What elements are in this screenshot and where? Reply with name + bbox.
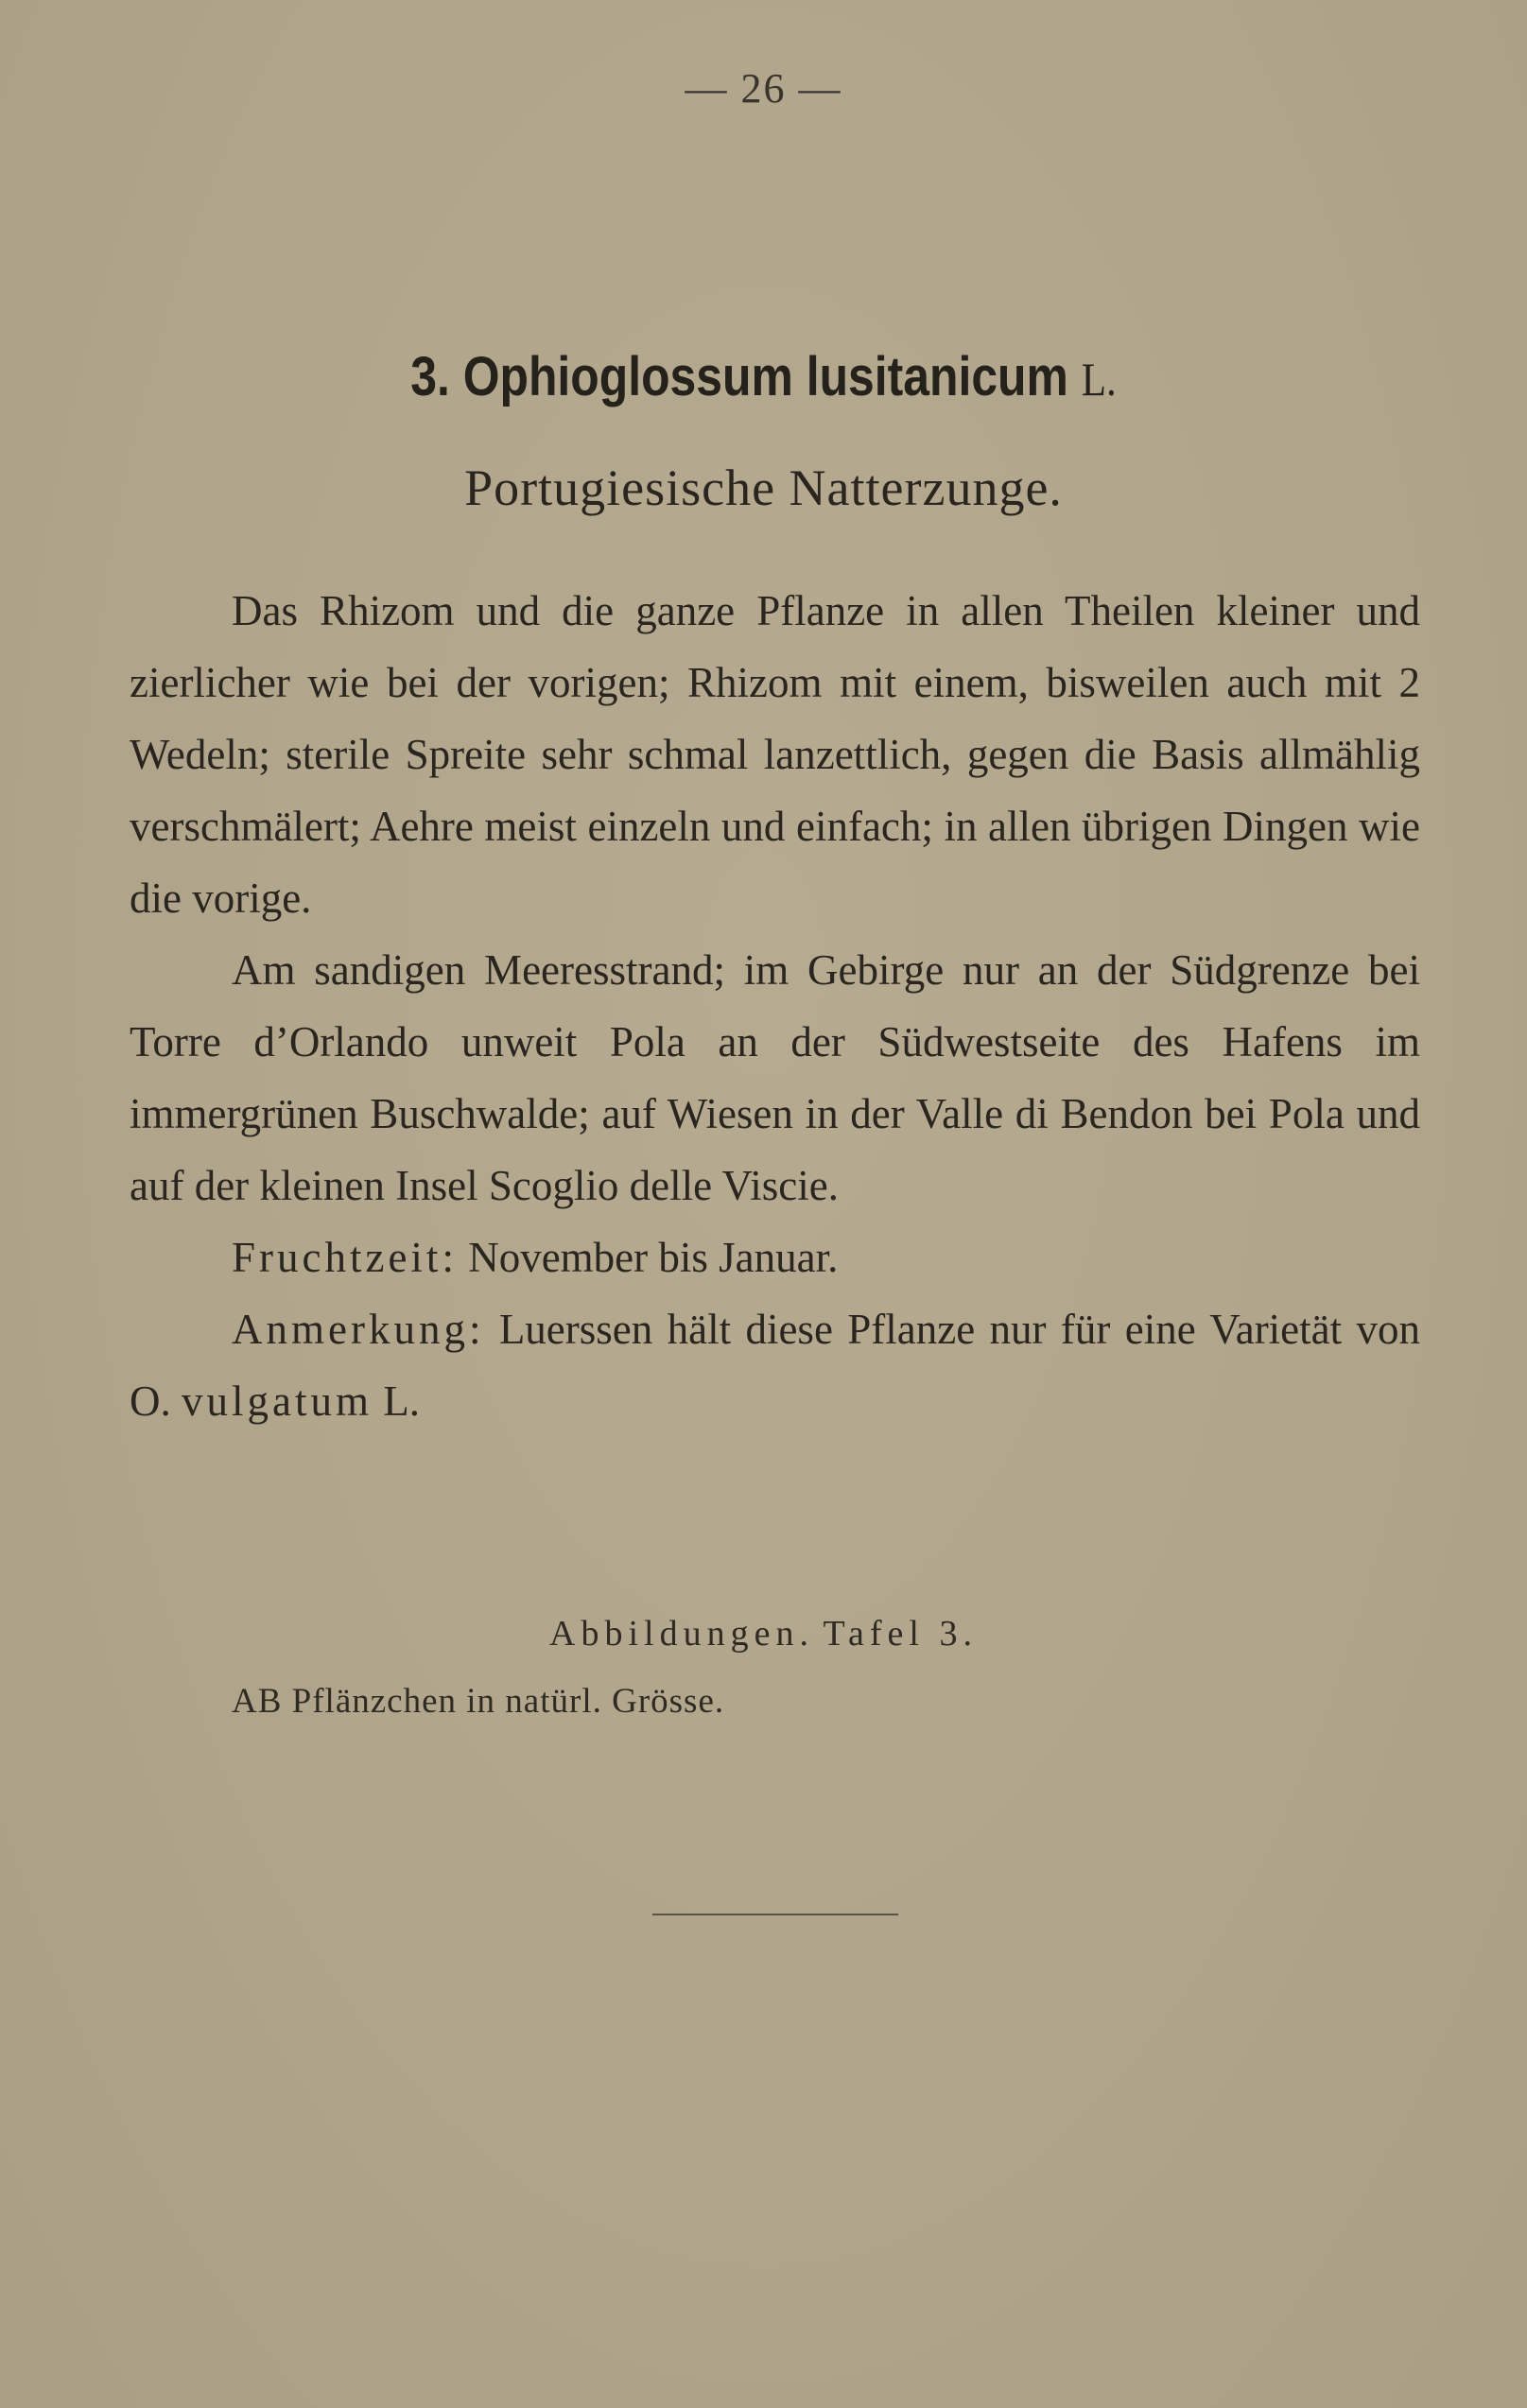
note-text: Luerssen hält diese Pflanze nur für eine Varietät von O. <box>130 1306 1420 1425</box>
species-author: L. <box>1081 353 1117 406</box>
description-paragraph: Das Rhizom und die ganze Pflanze in allen Theilen kleiner und zierlicher wie bei der vorigen; Rhizom mit einem, bisweilen auch mit 2 Wedeln; sterile Spreite sehr schmal lanzettlich, gegen die Basis allmählig verschmälert; Aehre meist einzeln und einfach; in allen übrigen Dingen wie die vorige. <box>130 587 1420 922</box>
note-label: Anmerkung: <box>232 1306 485 1353</box>
species-heading <box>107 345 1420 408</box>
note-species: vulgatum <box>182 1377 373 1425</box>
habitat-paragraph: Am sandigen Meeresstrand; im Gebirge nur an der Südgrenze bei Torre d’Orlando unweit Pola an der Südwestseite des Hafens im immergrünen Buschwalde; auf Wiesen in der Valle di Bendon bei Pola und auf der kleinen Insel Scoglio delle Viscie. <box>130 946 1420 1209</box>
note-end: L. <box>372 1377 420 1425</box>
fruiting-label: Fruchtzeit: <box>232 1234 458 1281</box>
note-paragraph <box>130 1293 1420 1437</box>
fruiting-text: November bis Januar. <box>457 1234 839 1281</box>
figures-label: Abbildungen. <box>549 1614 814 1654</box>
fruiting-paragraph <box>130 1221 1420 1293</box>
figures-caption <box>0 1613 1527 1654</box>
figures-plate: Tafel 3. <box>823 1614 978 1654</box>
body-text <box>130 575 1420 1437</box>
species-title: 3. Ophioglossum lusitanicum <box>410 346 1068 407</box>
page-number: — 26 — <box>685 65 842 112</box>
figure-item-ab: AB Pflänzchen in natürl. Grösse. <box>232 1682 725 1721</box>
common-name: Portugiesische Natterzunge. <box>464 459 1063 516</box>
end-rule <box>652 1914 898 1915</box>
